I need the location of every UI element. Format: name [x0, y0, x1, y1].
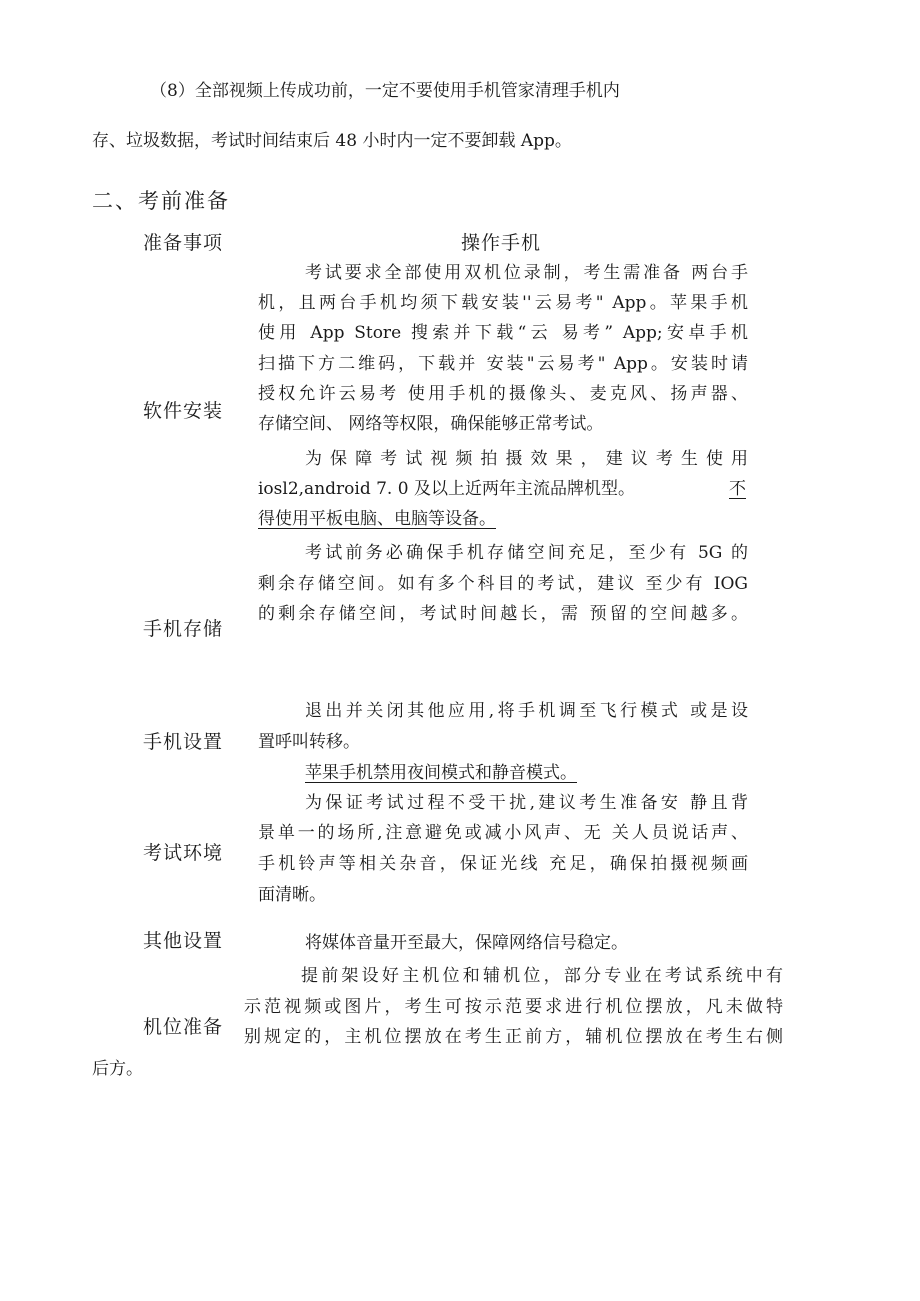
column-header-items: 准备事项 — [143, 232, 224, 254]
software-line-4: 扫描下方二维码，下载并 安装"云易考" App。安装时请 — [258, 354, 748, 374]
other-line-1: 将媒体音量开至最大，保障网络信号稳定。 — [305, 933, 628, 953]
row-label-other: 其他设置 — [143, 930, 224, 952]
storage-line-1: 考试前务必确保手机存储空间充足，至少有 5G 的 — [305, 543, 748, 563]
software-line-8-tail: 不 — [729, 479, 746, 499]
software-line-5: 授权允许云易考 使用手机的摄像头、麦克风、扬声器、 — [258, 384, 748, 404]
row-label-environment: 考试环境 — [143, 842, 224, 864]
position-line-2: 示范视频或图片，考生可按示范要求进行机位摆放，凡未做特 — [244, 997, 783, 1017]
software-line-9: 得使用平板电脑、电脑等设备。 — [258, 509, 496, 529]
settings-line-3: 苹果手机禁用夜间模式和静音模式。 — [305, 763, 577, 783]
software-line-2: 机，且两台手机均须下载安装''云易考" App。苹果手机 — [258, 293, 748, 313]
environment-line-2: 景单一的场所,注意避免或减小风声、无 关人员说话声、 — [258, 823, 748, 843]
row-label-software: 软件安装 — [143, 400, 224, 422]
row-label-position: 机位准备 — [143, 1016, 224, 1038]
storage-line-2: 剩余存储空间。如有多个科目的考试，建议 至少有 IOG — [258, 574, 748, 594]
column-header-operation: 操作手机 — [461, 232, 542, 254]
storage-line-3: 的剩余存储空间，考试时间越长，需 预留的空间越多。 — [258, 604, 748, 624]
environment-line-4: 面清晰。 — [258, 885, 326, 905]
software-line-1: 考试要求全部使用双机位录制，考生需准备 两台手 — [305, 263, 748, 283]
settings-line-2: 置呼叫转移。 — [258, 732, 360, 752]
intro-line-1: （8）全部视频上传成功前，一定不要使用手机管家清理手机内 — [150, 81, 620, 101]
settings-line-1: 退出并关闭其他应用,将手机调至飞行模式 或是设 — [305, 701, 748, 721]
environment-line-1: 为保证考试过程不受干扰,建议考生准备安 静且背 — [305, 793, 748, 813]
position-line-1: 提前架设好主机位和辅机位，部分专业在考试系统中有 — [301, 966, 783, 986]
environment-line-3: 手机铃声等相关杂音，保证光线 充足，确保拍摄视频画 — [258, 854, 748, 874]
section-title: 二、考前准备 — [92, 189, 230, 213]
row-label-storage: 手机存储 — [143, 618, 224, 640]
software-line-6: 存储空间、 网络等权限，确保能够正常考试。 — [258, 414, 604, 434]
software-line-8: iosl2,android 7. 0 及以上近两年主流品牌机型。 — [258, 479, 635, 499]
position-line-4: 后方。 — [92, 1059, 143, 1079]
row-label-settings: 手机设置 — [143, 731, 224, 753]
intro-line-2: 存、垃圾数据，考试时间结束后 48 小时内一定不要卸载 App。 — [92, 131, 572, 151]
software-line-7: 为保障考试视频拍摄效果，建议考生使用 — [305, 449, 748, 469]
position-line-3: 别规定的，主机位摆放在考生正前方，辅机位摆放在考生右侧 — [244, 1027, 783, 1047]
software-line-3: 使用 App Store 搜索并下载“云 易考” App;安卓手机 — [258, 323, 748, 343]
